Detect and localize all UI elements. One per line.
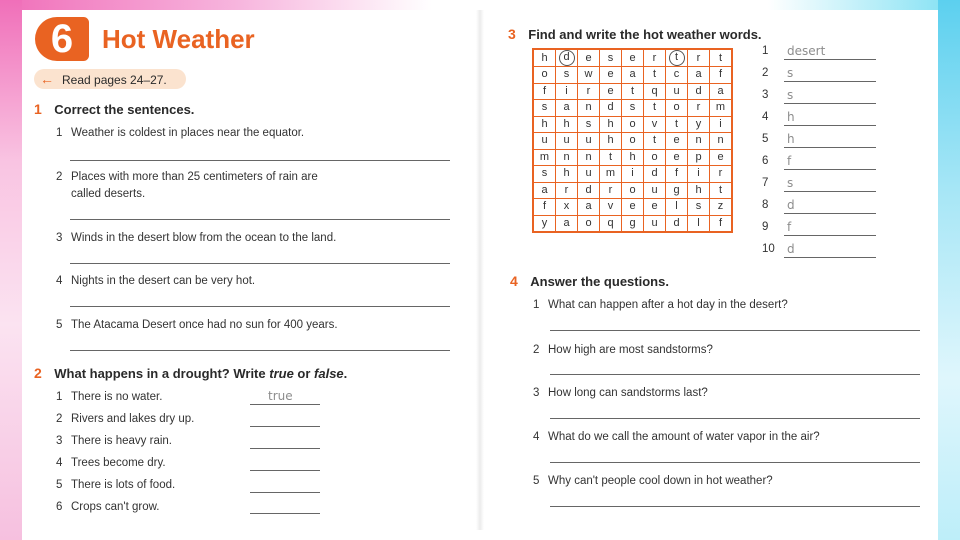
word-number: 5 (762, 133, 769, 145)
answer-line[interactable] (784, 147, 876, 148)
grid-letter[interactable]: e (600, 83, 622, 100)
answer-line[interactable] (70, 306, 450, 307)
grid-letter[interactable]: t (644, 67, 666, 84)
grid-letter[interactable]: a (556, 100, 578, 117)
grid-row (533, 67, 732, 84)
grid-letter[interactable]: o (622, 116, 644, 133)
grid-letter[interactable]: s (533, 166, 556, 183)
unit-title: Hot Weather (102, 24, 255, 54)
answer-line[interactable] (70, 160, 450, 161)
grid-letter[interactable]: r (688, 100, 710, 117)
grid-letter[interactable]: e (578, 49, 600, 67)
grid-letter[interactable]: z (710, 199, 733, 216)
grid-letter[interactable]: o (622, 182, 644, 199)
handwritten-answer: desert (787, 44, 826, 58)
grid-letter[interactable]: r (644, 49, 666, 67)
grid-row (533, 83, 732, 100)
grid-letter[interactable]: f (710, 67, 733, 84)
section-number: 4 (510, 273, 518, 289)
grid-letter[interactable]: s (622, 100, 644, 117)
grid-letter[interactable]: s (688, 199, 710, 216)
grid-letter[interactable]: t (710, 182, 733, 199)
grid-letter[interactable]: e (622, 199, 644, 216)
handwritten-answer: f (787, 220, 792, 234)
grid-letter[interactable]: m (533, 149, 556, 166)
grid-letter[interactable]: n (556, 149, 578, 166)
grid-letter[interactable]: x (556, 199, 578, 216)
section-heading: Find and write the hot weather words. (528, 27, 762, 42)
grid-row (533, 182, 732, 199)
grid-letter[interactable]: m (600, 166, 622, 183)
grid-letter[interactable]: y (533, 215, 556, 232)
decorative-right-band (938, 0, 960, 540)
grid-letter[interactable]: p (688, 149, 710, 166)
grid-letter[interactable]: a (622, 67, 644, 84)
s1-item-3: 3 Winds in the desert blow from the ocean to the land. (56, 232, 337, 244)
grid-letter[interactable]: a (688, 67, 710, 84)
s1-item-2: 2 Places with more than 25 centimeters of rain are (56, 171, 318, 183)
grid-letter[interactable]: i (556, 83, 578, 100)
grid-letter[interactable]: y (688, 116, 710, 133)
handwritten-answer: s (787, 176, 794, 190)
grid-letter[interactable]: v (600, 199, 622, 216)
grid-row (533, 133, 732, 150)
word-number: 1 (762, 45, 769, 57)
grid-row (533, 49, 732, 67)
grid-letter[interactable]: c (666, 67, 688, 84)
grid-letter[interactable]: t (666, 116, 688, 133)
s4-item-5: 5 Why can't people cool down in hot weather? (533, 475, 773, 487)
grid-letter[interactable]: h (600, 133, 622, 150)
answer-line[interactable] (250, 513, 320, 514)
grid-letter[interactable]: o (644, 149, 666, 166)
grid-letter[interactable]: s (533, 100, 556, 117)
grid-letter[interactable]: d (578, 182, 600, 199)
s1-item-1: 1 Weather is coldest in places near the equator. (56, 127, 305, 139)
grid-row (533, 100, 732, 117)
grid-letter[interactable]: h (600, 116, 622, 133)
grid-letter[interactable]: t (600, 149, 622, 166)
answer-line[interactable] (550, 462, 920, 463)
grid-letter[interactable]: u (644, 215, 666, 232)
grid-letter[interactable]: g (622, 215, 644, 232)
grid-row (533, 149, 732, 166)
word-number: 6 (762, 155, 769, 167)
grid-letter[interactable]: r (556, 182, 578, 199)
grid-letter[interactable]: t (666, 49, 688, 67)
grid-letter[interactable]: h (533, 116, 556, 133)
grid-letter[interactable]: e (600, 67, 622, 84)
answer-line[interactable] (784, 213, 876, 214)
handwritten-answer: h (787, 110, 795, 124)
answer-line[interactable] (250, 448, 320, 449)
grid-letter[interactable]: d (556, 49, 578, 67)
grid-letter[interactable]: e (666, 133, 688, 150)
section-heading: Correct the sentences. (54, 102, 195, 117)
grid-letter[interactable]: u (666, 83, 688, 100)
answer-line[interactable] (550, 374, 920, 375)
grid-letter[interactable]: i (688, 166, 710, 183)
grid-letter[interactable]: a (578, 199, 600, 216)
page-fold (476, 10, 484, 530)
grid-letter[interactable]: n (710, 133, 733, 150)
grid-letter[interactable]: q (600, 215, 622, 232)
grid-letter[interactable]: r (578, 83, 600, 100)
word-number: 7 (762, 177, 769, 189)
word-number: 8 (762, 199, 769, 211)
grid-letter[interactable]: u (578, 166, 600, 183)
s2-item-3: 3 There is heavy rain. (56, 435, 172, 447)
answer-line[interactable] (784, 235, 876, 236)
handwritten-answer: h (787, 132, 795, 146)
word-number: 10 (762, 243, 775, 255)
s1-item-5: 5 The Atacama Desert once had no sun for 400 years. (56, 319, 338, 331)
section-4-header (510, 273, 669, 291)
answer-line[interactable] (784, 103, 876, 104)
grid-letter[interactable]: t (622, 83, 644, 100)
grid-letter[interactable]: n (688, 133, 710, 150)
s2-item-4: 4 Trees become dry. (56, 457, 166, 469)
grid-letter[interactable]: f (533, 199, 556, 216)
grid-row (533, 199, 732, 216)
grid-letter[interactable]: h (533, 49, 556, 67)
grid-letter[interactable]: o (533, 67, 556, 84)
grid-letter[interactable]: t (644, 133, 666, 150)
answer-line[interactable] (784, 191, 876, 192)
answer-line[interactable] (784, 257, 876, 258)
decorative-left-band (0, 0, 22, 540)
answer-line[interactable] (250, 404, 320, 405)
grid-letter[interactable]: s (556, 67, 578, 84)
word-search-grid (532, 48, 733, 233)
unit-number-badge: 6 (35, 17, 89, 61)
section-1-header (34, 101, 194, 119)
grid-letter[interactable]: a (556, 215, 578, 232)
answer-line[interactable] (250, 426, 320, 427)
grid-letter[interactable]: s (600, 49, 622, 67)
grid-letter[interactable]: o (578, 215, 600, 232)
answer-line[interactable] (250, 470, 320, 471)
grid-letter[interactable]: s (578, 116, 600, 133)
grid-letter[interactable]: r (688, 49, 710, 67)
grid-letter[interactable]: f (710, 215, 733, 232)
grid-letter[interactable]: e (710, 149, 733, 166)
answer-line[interactable] (550, 330, 920, 331)
grid-letter[interactable]: e (644, 199, 666, 216)
answer-line[interactable] (784, 81, 876, 82)
grid-letter[interactable]: w (578, 67, 600, 84)
answer-line[interactable] (70, 219, 450, 220)
section-2-header (34, 365, 347, 383)
handwritten-answer: d (787, 198, 795, 212)
grid-letter[interactable]: d (666, 215, 688, 232)
word-number: 3 (762, 89, 769, 101)
word-number: 9 (762, 221, 769, 233)
word-number: 2 (762, 67, 769, 79)
section-number: 1 (34, 101, 42, 117)
grid-letter[interactable]: l (666, 199, 688, 216)
answer-line[interactable] (70, 350, 450, 351)
grid-letter[interactable]: h (556, 116, 578, 133)
grid-letter[interactable]: i (622, 166, 644, 183)
answer-line[interactable] (70, 263, 450, 264)
answer-line[interactable] (784, 169, 876, 170)
grid-letter[interactable]: m (710, 100, 733, 117)
grid-letter[interactable]: d (644, 166, 666, 183)
grid-letter[interactable]: u (578, 133, 600, 150)
grid-letter[interactable]: d (600, 100, 622, 117)
grid-letter[interactable]: t (644, 100, 666, 117)
section-heading: What happens in a drought? Write true or false. (54, 366, 348, 381)
s2-item-2: 2 Rivers and lakes dry up. (56, 413, 195, 425)
grid-letter[interactable]: h (688, 182, 710, 199)
grid-letter[interactable]: f (666, 166, 688, 183)
grid-letter[interactable]: f (533, 83, 556, 100)
s2-item-1: 1 There is no water. (56, 391, 163, 403)
grid-row (533, 116, 732, 133)
handwritten-answer: s (787, 88, 794, 102)
grid-row (533, 215, 732, 232)
grid-letter[interactable]: u (556, 133, 578, 150)
grid-letter[interactable]: t (710, 49, 733, 67)
s4-item-4: 4 What do we call the amount of water vapor in the air? (533, 431, 820, 443)
grid-letter[interactable]: n (578, 100, 600, 117)
handwritten-answer: s (787, 66, 794, 80)
read-pages-text: Read pages 24–27. (62, 73, 167, 87)
grid-letter[interactable]: q (644, 83, 666, 100)
grid-letter[interactable]: h (622, 149, 644, 166)
grid-letter[interactable]: h (556, 166, 578, 183)
section-number: 2 (34, 365, 42, 381)
s4-item-1: 1 What can happen after a hot day in the desert? (533, 299, 788, 311)
grid-letter[interactable]: g (666, 182, 688, 199)
s1-item-2-cont: called deserts. (71, 188, 146, 200)
grid-letter[interactable]: i (710, 116, 733, 133)
s2-item-5: 5 There is lots of food. (56, 479, 176, 491)
grid-letter[interactable]: v (644, 116, 666, 133)
handwritten-answer: d (787, 242, 795, 256)
grid-row (533, 166, 732, 183)
grid-letter[interactable]: a (533, 182, 556, 199)
section-number: 3 (508, 26, 516, 42)
handwritten-answer: f (787, 154, 792, 168)
grid-letter[interactable]: e (622, 49, 644, 67)
read-pages-pill (34, 69, 186, 89)
s1-item-4: 4 Nights in the desert can be very hot. (56, 275, 256, 287)
s2-item-6: 6 Crops can't grow. (56, 501, 160, 513)
grid-letter[interactable]: n (578, 149, 600, 166)
answer-line[interactable] (784, 125, 876, 126)
grid-letter[interactable]: r (600, 182, 622, 199)
grid-letter[interactable]: u (644, 182, 666, 199)
section-heading: Answer the questions. (530, 274, 669, 289)
section-3-header (508, 26, 762, 44)
grid-letter[interactable]: e (666, 149, 688, 166)
answer-line[interactable] (784, 59, 876, 60)
grid-letter[interactable]: r (710, 166, 733, 183)
grid-letter[interactable]: a (710, 83, 733, 100)
grid-letter[interactable]: d (688, 83, 710, 100)
arrow-left-icon: ← (40, 71, 54, 87)
answer-line[interactable] (550, 506, 920, 507)
answer-line[interactable] (250, 492, 320, 493)
grid-letter[interactable]: o (622, 133, 644, 150)
answer-line[interactable] (550, 418, 920, 419)
s4-item-3: 3 How long can sandstorms last? (533, 387, 708, 399)
grid-letter[interactable]: o (666, 100, 688, 117)
handwritten-answer: true (268, 389, 293, 403)
word-number: 4 (762, 111, 769, 123)
s4-item-2: 2 How high are most sandstorms? (533, 344, 713, 356)
grid-letter[interactable]: l (688, 215, 710, 232)
grid-letter[interactable]: u (533, 133, 556, 150)
